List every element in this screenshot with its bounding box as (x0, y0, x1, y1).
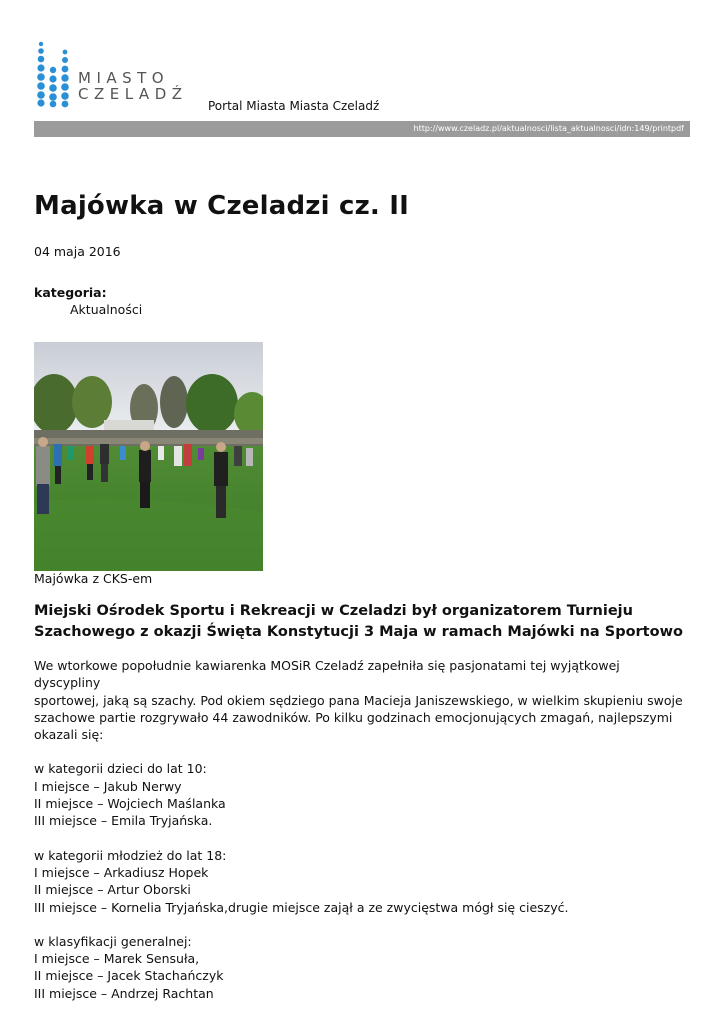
results-group-youth (34, 847, 684, 916)
photo-illustration (34, 342, 263, 571)
result-entry: II miejsce – Artur Oborski (34, 882, 191, 898)
url-bar (34, 121, 690, 137)
result-entry: I miejsce – Marek Sensuła, (34, 951, 200, 967)
group-heading: w kategorii młodzież do lat 18: (34, 847, 227, 863)
category-value: Aktualności (70, 302, 143, 317)
intro-line: sportowej, jaką są szachy. Pod okiem sędziego pana Macieja Janiszewskiego, w wielkim skupieniu swoje (34, 692, 683, 708)
article-body (34, 657, 684, 1019)
result-entry: I miejsce – Jakub Nerwy (34, 778, 182, 794)
result-entry: II miejsce – Wojciech Maślanka (34, 796, 226, 812)
portal-name: Portal Miasta Miasta Czeladź (208, 99, 380, 113)
article-title: Majówka w Czeladzi cz. II (34, 191, 410, 221)
intro-line: szachowe partie rozgrywało 44 zawodników. Po kilku godzinach emocjonujących zmagań, najlepszymi (34, 709, 673, 725)
article-date: 04 maja 2016 (34, 244, 121, 259)
result-entry: I miejsce – Arkadiusz Hopek (34, 864, 209, 880)
result-entry: III miejsce – Kornelia Tryjańska,drugie miejsce zajął a ze zwycięstwa mógł się cieszyć. (34, 899, 569, 915)
result-entry: II miejsce – Jacek Stachańczyk (34, 968, 224, 984)
intro-line: okazali się: (34, 727, 104, 743)
group-heading: w kategorii dzieci do lat 10: (34, 761, 207, 777)
site-logo[interactable] (36, 40, 206, 112)
logo-text (78, 70, 188, 102)
photo-caption: Majówka z CKS-em (34, 571, 153, 586)
page-url[interactable]: http://www.czeladz.pl/aktualnosci/lista_aktualnosci/idn:149/printpdf (413, 124, 684, 133)
article-lead: Miejski Ośrodek Sportu i Rekreacji w Czeladzi był organizatorem Turnieju Szachowego z okazji Święta Konstytucji 3 Maja w ramach Majówki na Sportowo (34, 603, 683, 640)
result-entry: III miejsce – Andrzej Rachtan (34, 985, 214, 1001)
intro-paragraph (34, 657, 684, 743)
results-group-children (34, 760, 684, 829)
result-entry: III miejsce – Emila Tryjańska. (34, 813, 213, 829)
logo-line2: CZELADŹ (78, 85, 188, 103)
intro-line: We wtorkowe popołudnie kawiarenka MOSiR Czeladź zapełniła się pasjonatami tej wyjątkowej dyscypliny (34, 658, 620, 691)
results-group-general (34, 933, 684, 1002)
logo-dots-icon (36, 40, 76, 110)
category-label: kategoria: (34, 285, 107, 300)
article-photo (34, 342, 263, 571)
logo-line1: MIASTO (78, 69, 170, 87)
group-heading: w klasyfikacji generalnej: (34, 933, 192, 949)
